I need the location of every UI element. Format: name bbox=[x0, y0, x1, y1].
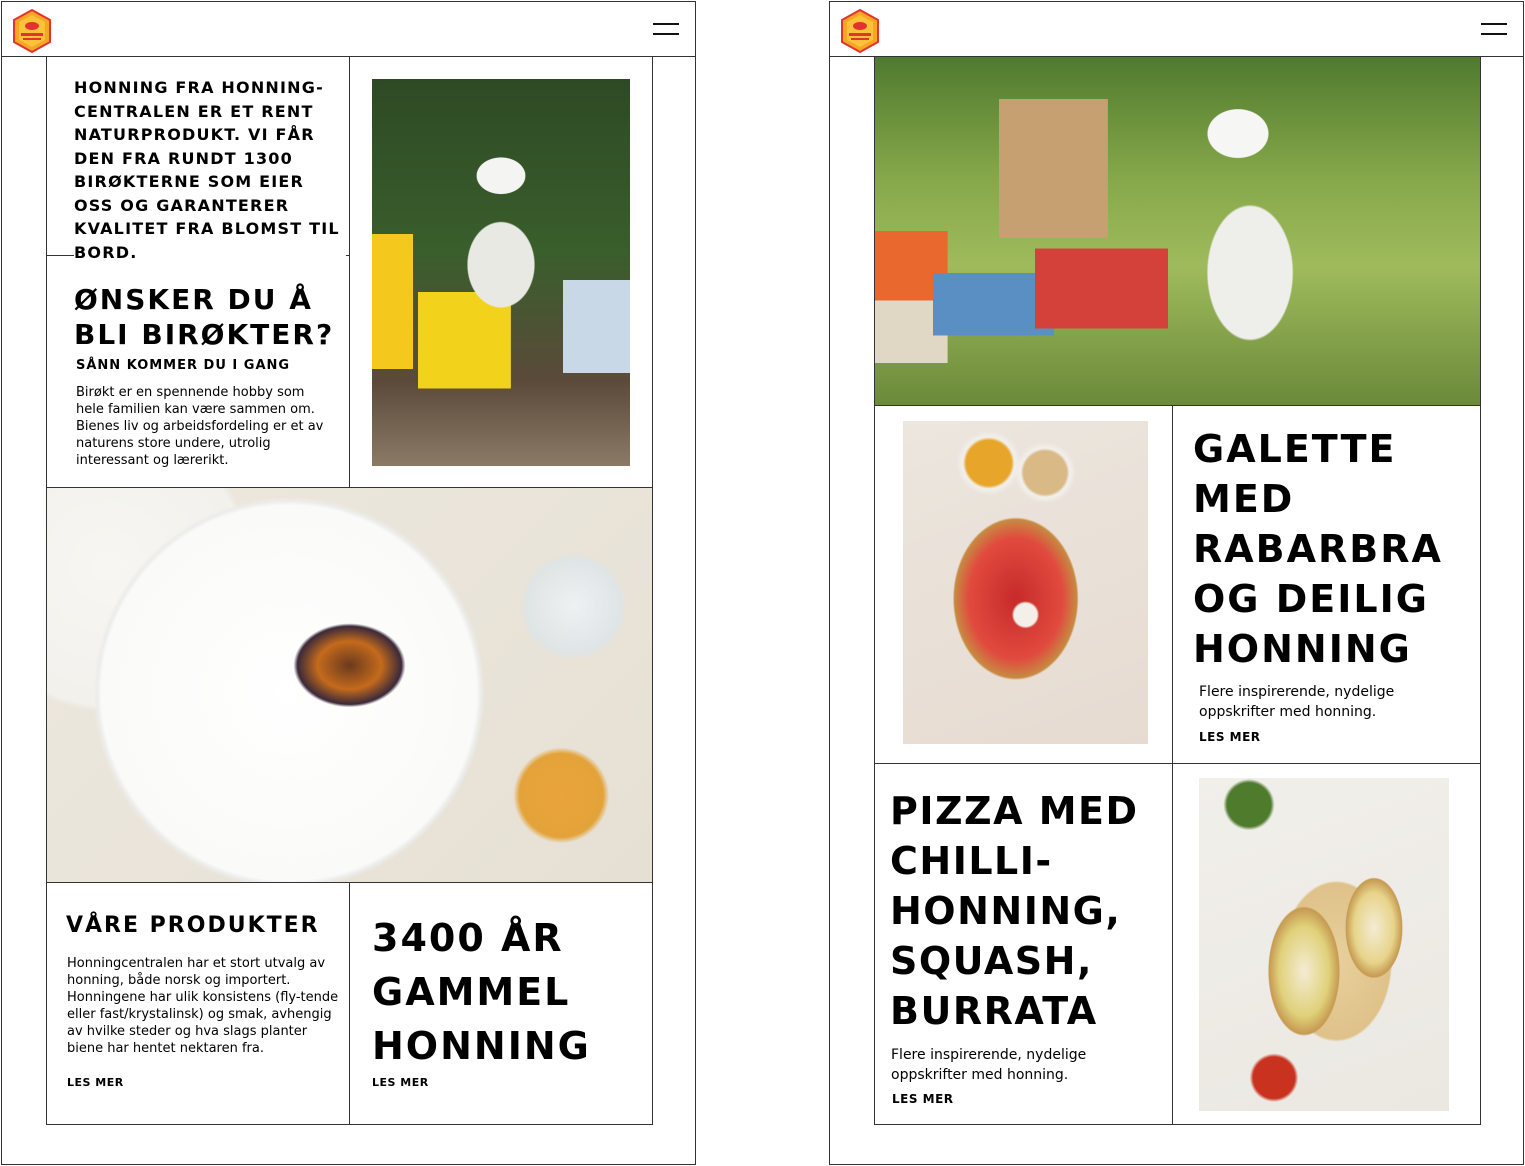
pizza-heading[interactable]: PIZZA MED CHILLI-HONNING, SQUASH, BURRATA bbox=[890, 786, 1170, 1036]
menu-icon[interactable] bbox=[653, 23, 679, 39]
beekeeper-photo bbox=[372, 79, 630, 466]
galette-heading[interactable]: GALETTE MED RABARBRA OG DEILIG HONNING bbox=[1193, 424, 1473, 674]
products-read-more-link[interactable]: LES MER bbox=[67, 1076, 124, 1089]
roasted-carrots-photo bbox=[47, 488, 652, 882]
pizza-read-more-link[interactable]: LES MER bbox=[892, 1092, 954, 1106]
menu-icon[interactable] bbox=[1481, 23, 1507, 39]
products-body: Honningcentralen har et stort utvalg av honning, både norsk og importert. Honningene har ulik konsistens (fly-tende eller fast/krystalinsk) og smak, avhengig av hvilke steder og hva slags planter biene har hentet nektaren fra. bbox=[67, 955, 343, 1057]
beekeeper-heading[interactable]: ØNSKER DU Å BLI BIRØKTER? bbox=[74, 282, 344, 352]
history-heading[interactable]: 3400 ÅR GAMMEL HONNING bbox=[372, 911, 647, 1073]
right-page bbox=[829, 1, 1524, 1165]
galette-photo bbox=[903, 421, 1148, 744]
galette-body: Flere inspirerende, nydelige oppskrifter med honning. bbox=[1199, 682, 1439, 722]
beekeeper-subheading: SÅNN KOMMER DU I GANG bbox=[76, 357, 346, 374]
beekeeper-body: Birøkt er en spennende hobby som hele familien kan være sammen om. Bienes liv og arbeidsfordeling er et av naturens store undere, utrolig interessant og lærerikt. bbox=[76, 384, 334, 469]
pizza-photo bbox=[1199, 778, 1449, 1111]
pizza-body: Flere inspirerende, nydelige oppskrifter med honning. bbox=[891, 1045, 1131, 1085]
left-page bbox=[1, 1, 696, 1165]
beehives-photo bbox=[875, 57, 1480, 405]
galette-read-more-link[interactable]: LES MER bbox=[1199, 730, 1261, 744]
logo-icon[interactable] bbox=[12, 9, 52, 53]
products-heading[interactable]: VÅRE PRODUKTER bbox=[66, 912, 346, 940]
history-read-more-link[interactable]: LES MER bbox=[372, 1076, 429, 1089]
logo-icon[interactable] bbox=[840, 9, 880, 53]
intro-text: HONNING FRA HONNING-CENTRALEN ER ET RENT NATURPRODUKT. VI FÅR DEN FRA RUNDT 1300 BIRØKTERNE SOM EIER OSS OG GARANTERER KVALITET FRA BLOMST TIL BORD. bbox=[74, 76, 346, 264]
top-bar bbox=[830, 2, 1523, 57]
top-bar bbox=[2, 2, 695, 57]
